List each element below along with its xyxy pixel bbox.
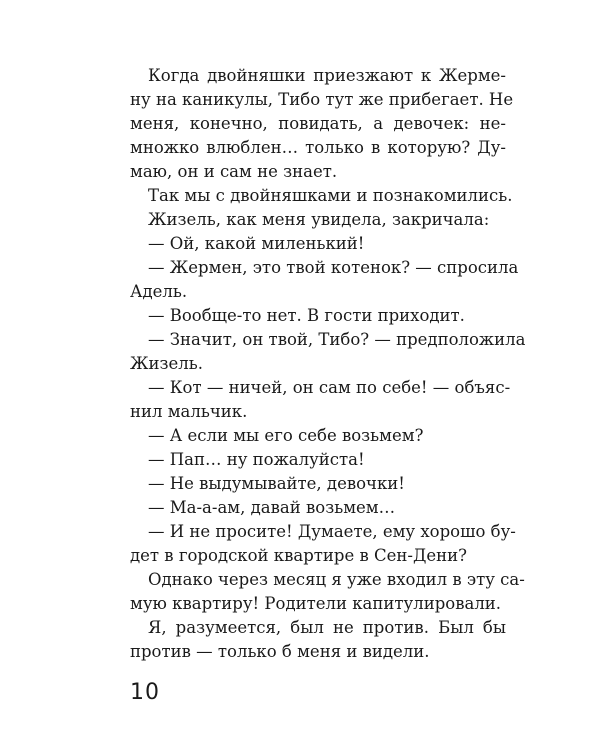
text-line: Адель.: [130, 282, 188, 301]
text-line: Я, разумеется, был не против. Был бы: [148, 618, 506, 637]
text-line: маю, он и сам не знает.: [130, 162, 338, 181]
text-line: — И не просите! Думаете, ему хорошо бу-: [148, 522, 516, 541]
text-line: — Значит, он твой, Тибо? — предположила: [148, 330, 526, 349]
text-line: ну на каникулы, Тибо тут же прибегает. Не: [130, 90, 514, 109]
text-line: дет в городской квартире в Сен-Дени?: [130, 546, 468, 565]
text-line: множко влюблен… только в которую? Ду-: [130, 138, 506, 157]
text-line: против — только б меня и видели.: [130, 642, 430, 661]
text-line: Жизель, как меня увидела, закричала:: [148, 210, 490, 229]
body-text: [130, 64, 526, 664]
text-line: — Вообще-то нет. В гости приходит.: [148, 306, 465, 325]
text-line: нил мальчик.: [130, 402, 248, 421]
text-line: Жизель.: [130, 354, 204, 373]
text-line: — А если мы его себе возьмем?: [148, 426, 424, 445]
text-line: Однако через месяц я уже входил в эту са-: [148, 570, 525, 589]
text-line: — Кот — ничей, он сам по себе! — объяс-: [148, 378, 511, 397]
page-number: 10: [130, 680, 160, 705]
text-line: Когда двойняшки приезжают к Жерме-: [148, 66, 506, 85]
text-line: — Ой, какой миленький!: [148, 234, 365, 253]
text-line: — Пап… ну пожалуйста!: [148, 450, 365, 469]
text-line: — Ма-а-ам, давай возьмем…: [148, 498, 396, 517]
text-line: — Не выдумывайте, девочки!: [148, 474, 405, 493]
text-line: Так мы с двойняшками и познакомились.: [148, 186, 513, 205]
text-line: меня, конечно, повидать, а девочек: не-: [130, 114, 506, 133]
text-line: мую квартиру! Родители капитулировали.: [130, 594, 502, 613]
text-line: — Жермен, это твой котенок? — спросила: [148, 258, 519, 277]
